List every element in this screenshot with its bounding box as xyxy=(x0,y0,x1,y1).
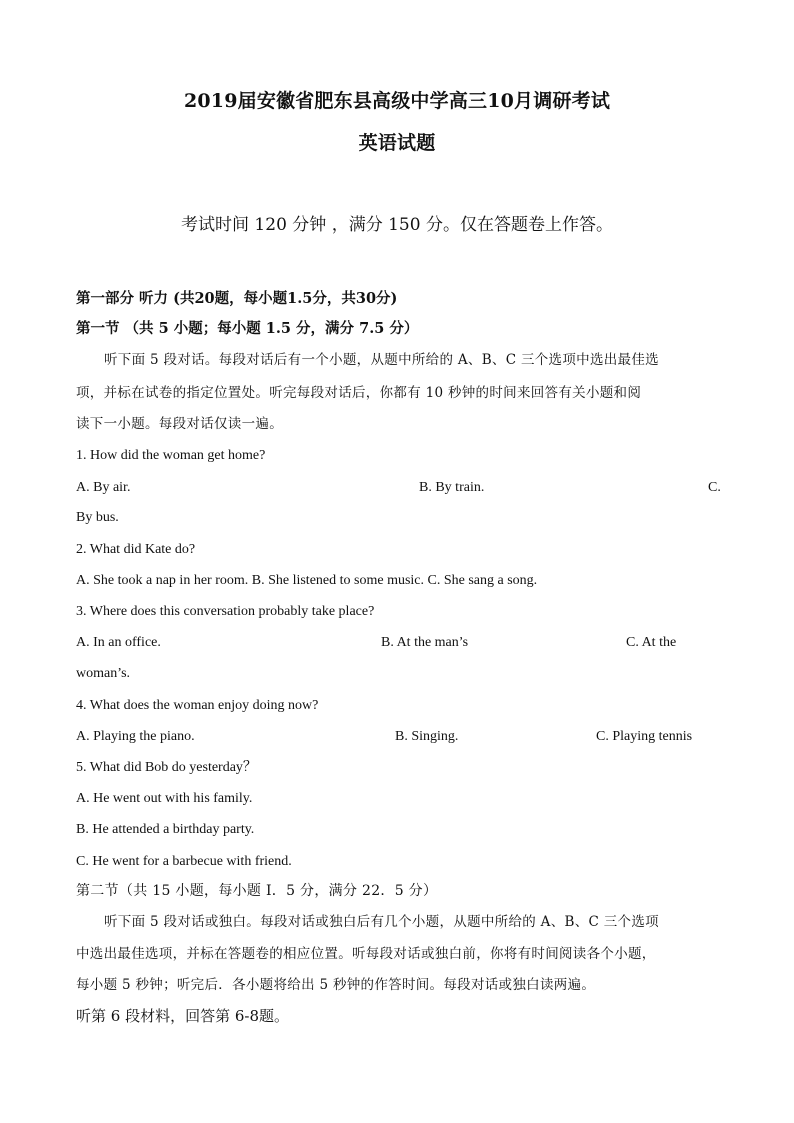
question-1-stem: 1. How did the woman get home? xyxy=(76,448,266,463)
question-3-option-b: B. At the man’s xyxy=(381,635,469,650)
question-4-stem: 4. What does the woman enjoy doing now? xyxy=(76,698,319,713)
section2-instructions-line-3: 每小题 5 秒钟；听完后．各小题将给出 5 秒钟的作答时间。每段对话或独白读两遍。 xyxy=(76,977,596,993)
section1-instructions-line-2: 项，并标在试卷的指定位置处。听完每段对话后，你都有 10 秒钟的时间来回答有关小题和阅 xyxy=(76,385,642,401)
section1-instructions-line-1: 听下面 5 段对话。每段对话后有一个小题，从题中所给的 A、B、C 三个选项中选出最佳选 xyxy=(104,352,659,368)
question-5-stem: 5. What did Bob do yesterday？ xyxy=(76,760,257,775)
question-4-option-b: B. Singing. xyxy=(395,729,459,744)
question-4-option-c: C. Playing tennis xyxy=(596,729,693,744)
exam-subtitle: 英语试题 xyxy=(358,132,436,154)
question-2-stem: 2. What did Kate do? xyxy=(76,542,196,557)
question-1-option-c-wrap: By bus. xyxy=(76,510,119,525)
question-3-stem: 3. Where does this conversation probably take place? xyxy=(76,604,375,619)
section2-instructions-line-1: 听下面 5 段对话或独白。每段对话或独白后有几个小题，从题中所给的 A、B、C 三个选项 xyxy=(104,914,659,930)
exam-info: 考试时间 120 分钟 ，满分 150 分。仅在答题卷上作答。 xyxy=(181,215,613,235)
question-3-option-c-wrap: woman’s. xyxy=(76,666,131,681)
exam-title: 2019届安徽省肥东县高级中学高三10月调研考试 xyxy=(183,90,611,112)
question-1-option-a: A. By air. xyxy=(76,480,131,495)
question-5-option-b: B. He attended a birthday party. xyxy=(76,822,255,837)
question-4-option-a: A. Playing the piano. xyxy=(76,729,195,744)
question-1-option-b: B. By train. xyxy=(419,480,485,495)
question-2-options: A. She took a nap in her room. B. She listened to some music. C. She sang a song. xyxy=(76,573,538,588)
question-3-option-c: C. At the xyxy=(626,635,677,650)
section1-instructions-line-3: 读下一小题。每段对话仅读一遍。 xyxy=(76,416,283,432)
question-3-option-a: A. In an office. xyxy=(76,635,161,650)
question-1-option-c: C. xyxy=(708,480,721,495)
question-5-option-a: A. He went out with his family. xyxy=(76,791,253,806)
section1-heading: 第一节 （共 5 小题；每小题 1.5 分，满分 7.5 分） xyxy=(76,320,419,337)
question-5-option-c: C. He went for a barbecue with friend. xyxy=(76,854,292,869)
section2-instructions-line-2: 中选出最佳选项，并标在答题卷的相应位置。听每段对话或独白前，你将有时间阅读各个小题， xyxy=(76,946,656,962)
part1-heading: 第一部分 听力 (共20题，每小题1.5分，共30分) xyxy=(76,290,398,307)
section2-heading: 第二节（共 15 小题，每小题 I．5 分，满分 22．5 分） xyxy=(76,883,438,899)
material-6-prompt: 听第 6 段材料，回答第 6-8题。 xyxy=(76,1007,290,1025)
